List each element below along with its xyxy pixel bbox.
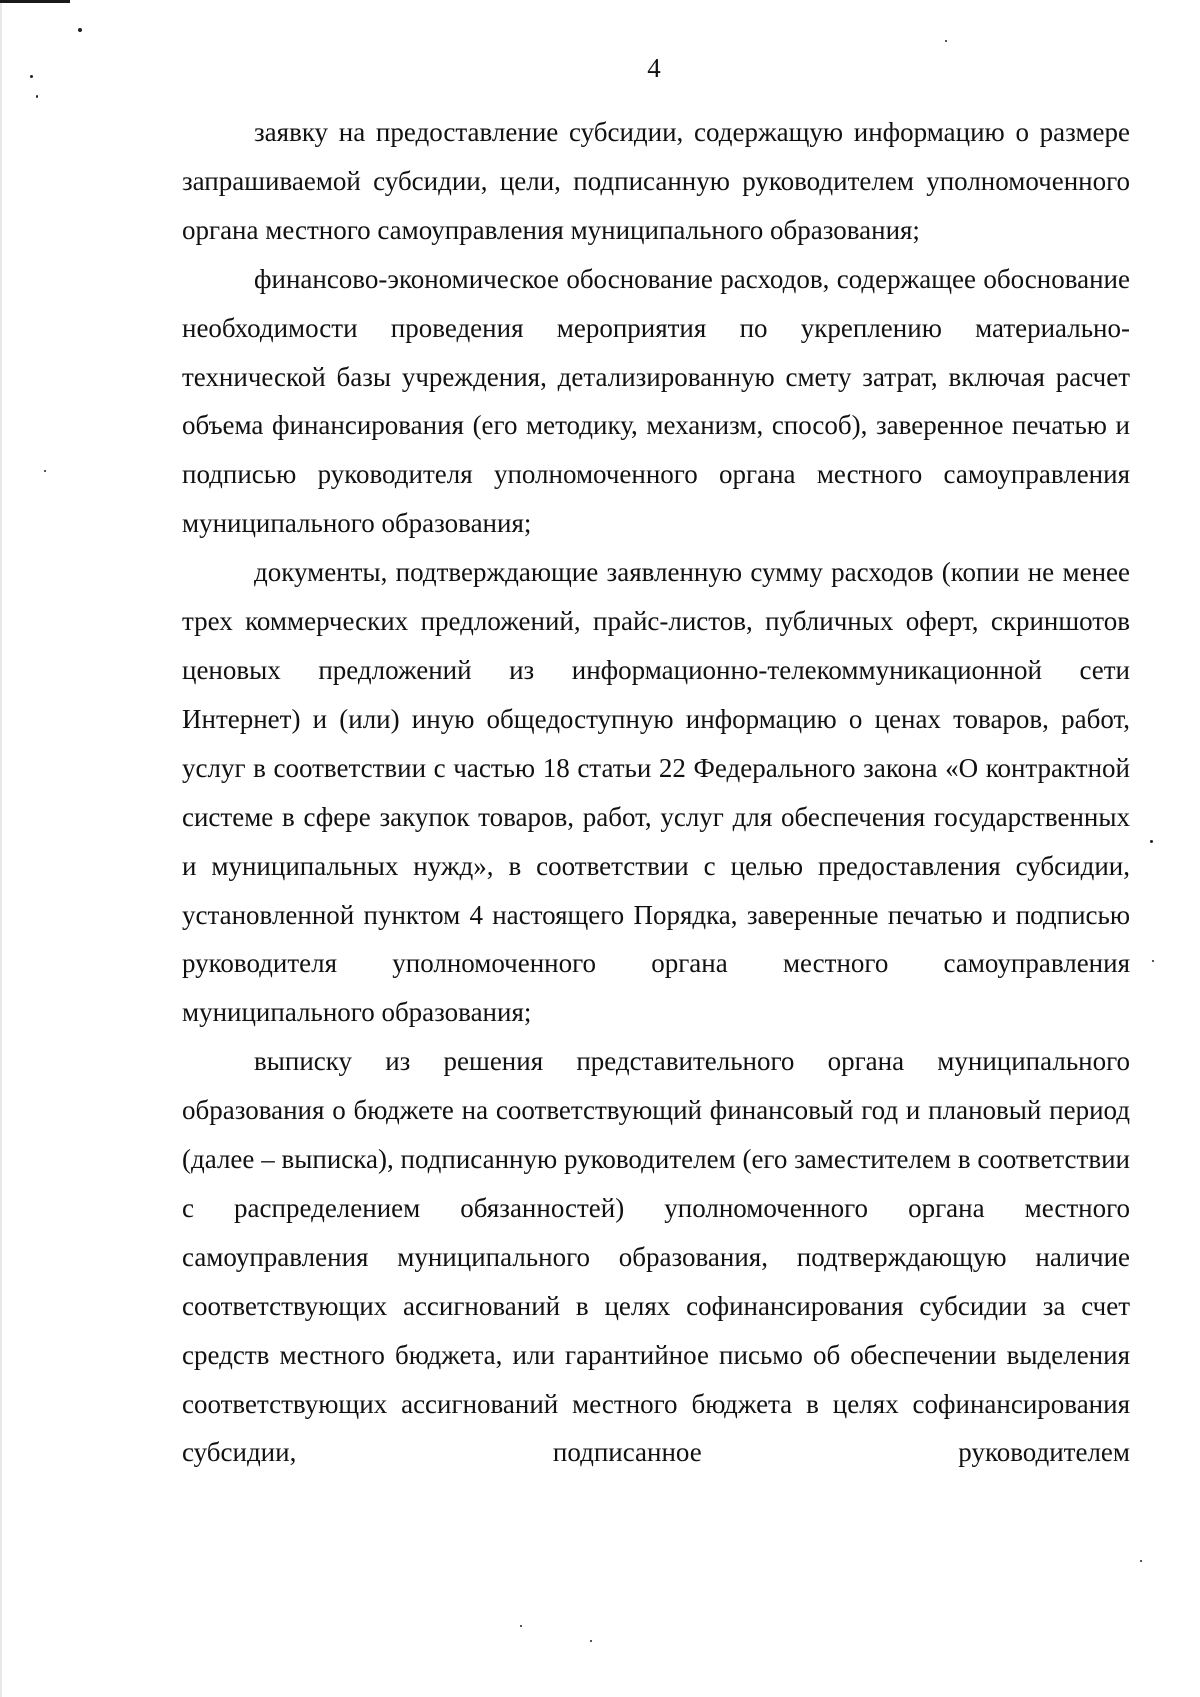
scan-speck [44,470,46,472]
paragraph-supporting-documents: документы, подтверждающие заявленную сумму расходов (копии не менее трех коммерческих предложений, прайс-листов, публичных оферт, скриншотов ценовых предложений из информационно-телекоммуникационной сети Интернет) и (или) иную общедоступную информацию о ценах товаров, работ, услуг в соответствии с частью 18 статьи 22 Федерального закона «О контрактной системе в сфере закупок товаров, работ, услуг для обеспечения государственных и муниципальных нужд», в соответствии с целью предоставления субсидии, установленной пунктом 4 настоящего Порядка, заверенные печатью и подписью руководителя уполномоченного органа местного самоуправления муниципального образования; [182,557,1130,1028]
scan-speck [78,28,82,32]
paragraph-budget-extract: выписку из решения представительного органа муниципального образования о бюджете на соответствующий финансовый год и плановый период (далее – выписка), подписанную руководителем (его заместителем в соответствии с распределением обязанностей) уполномоченного органа местного самоуправления муниципального образования, подтверждающую наличие соответствующих ассигнований в целях софинансирования субсидии за счет средств местного бюджета, или гарантийное письмо об обеспечении выделения соответствующих ассигнований местного бюджета в целях софинансирования субсидии, подписанное руководителем [182,1046,1130,1468]
scan-speck [36,95,38,98]
document-body [182,108,1130,1477]
scan-speck [30,75,33,78]
paragraph-application: заявку на предоставление субсидии, содержащую информацию о размере запрашиваемой субсидии, цели, подписанную руководителем уполномоченного органа местного самоуправления муниципального образования; [182,117,1130,245]
scan-speck [590,1640,592,1642]
scan-speck [1152,960,1154,962]
scan-speck [1150,840,1153,843]
page-number: 4 [647,53,661,83]
scan-speck [520,1625,522,1627]
scan-edge [0,0,2,1697]
scan-corner-mark [0,0,70,3]
scan-speck [945,40,947,42]
scan-speck [1140,1560,1142,1562]
paragraph-economic-justification: финансово-экономическое обоснование расходов, содержащее обоснование необходимости проведения мероприятия по укреплению материально-технической базы учреждения, детализированную смету затрат, включая расчет объема финансирования (его методику, механизм, способ), заверенное печатью и подписью руководителя уполномоченного органа местного самоуправления муниципального образования; [182,263,1130,539]
